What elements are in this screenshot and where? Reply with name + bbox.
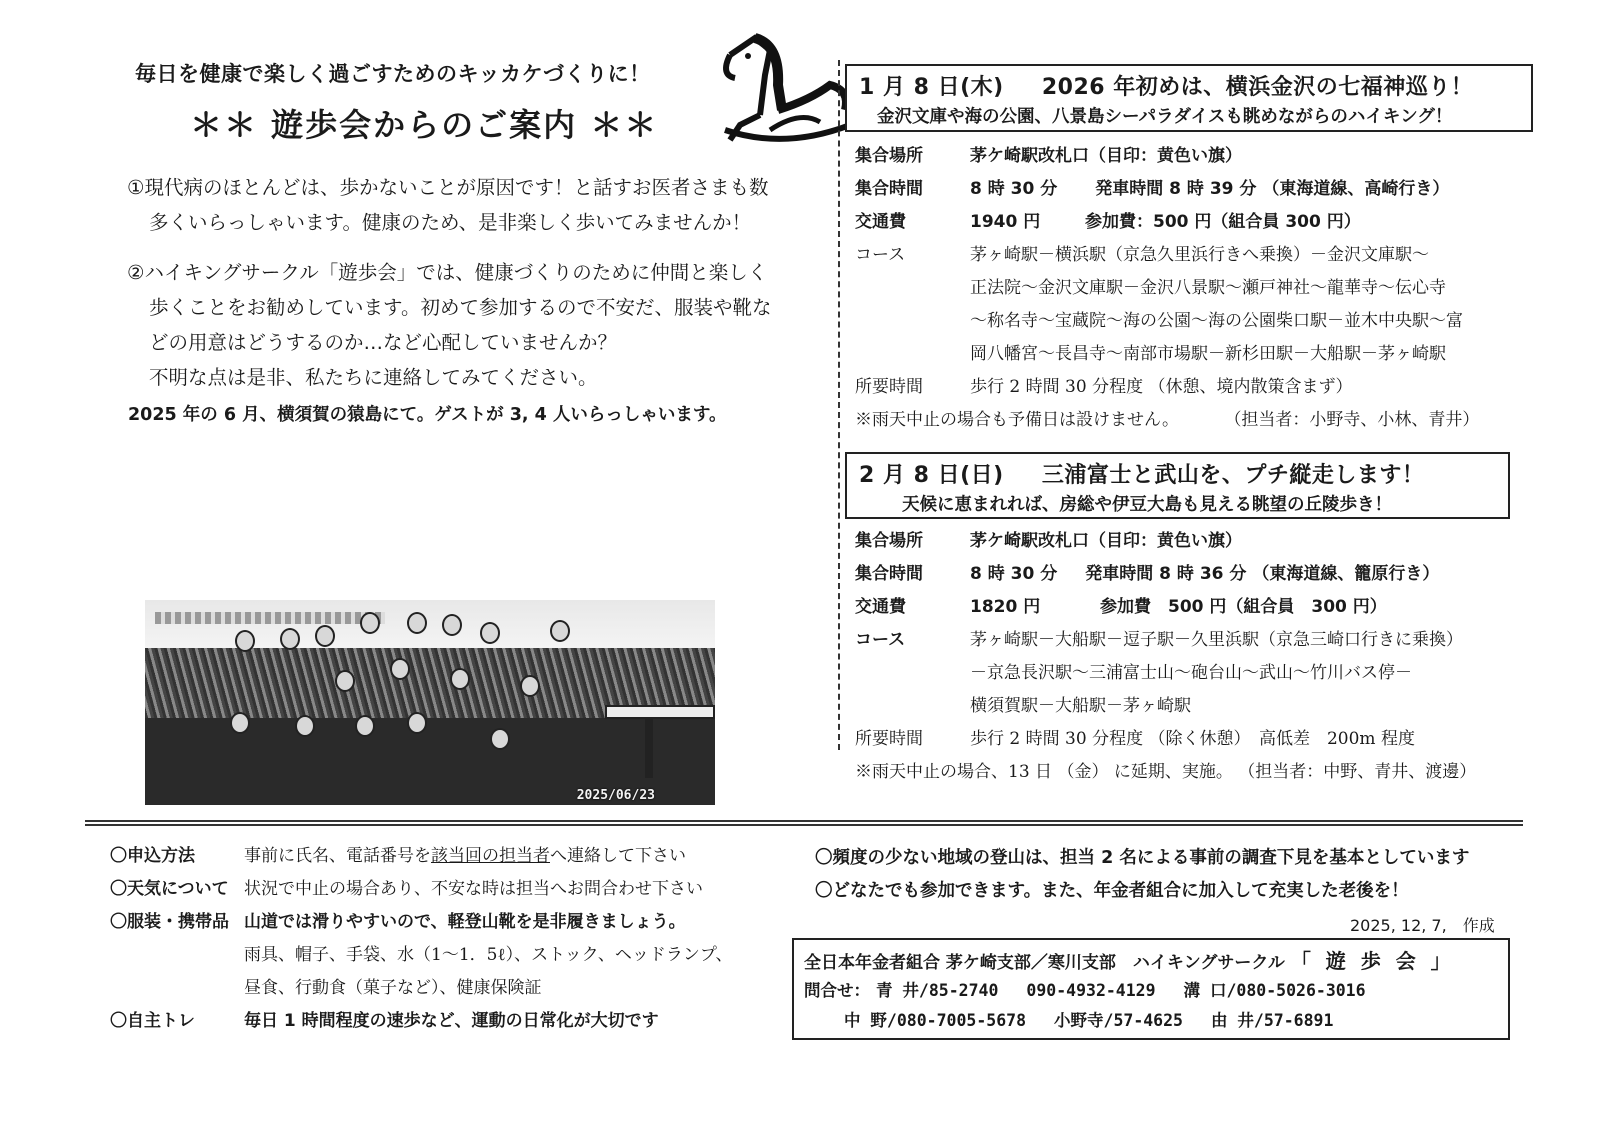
event1-staff: （担当者：小野寺、小林、青井） [1224, 410, 1480, 430]
event1-course-line: ～称名寺～宝蔵院～海の公園～海の公園柴口駅－並木中央駅～富 [970, 311, 1463, 331]
survey-note: 〇頻度の少ない地域の登山は、担当 2 名による事前の調査下見を基本としています [815, 848, 1470, 868]
event1-departure: 発車時間 8 時 39 分 （東海道線、高崎行き） [1095, 179, 1450, 199]
event1-details: 集合場所 茅ケ崎駅改札口（目印：黄色い旗） 集合時間 8 時 30 分 発車時間 8 時 39 分 （東海道線、高崎行き） 交通費 1940 円 参加費：500 円（組合員 300 円） コース 茅ヶ崎駅－横浜駅（京急久里浜行きへ乗換）－金沢文庫駅～ 正法院～金沢文庫駅－金沢八景駅～瀬戸神社～龍華寺～伝心寺 ～称名寺～宝蔵院～海の公園～海の公園柴口駅－並木中央駅～富 岡八幡宮～長昌寺～南部市場駅－新杉田駅－大船駅－茅ヶ崎駅 所要時間 歩行 2 時間 30 分程度 （休憩、境内散策含まず） ※雨天中止の場合も予備日は設けません。 （担当者：小野寺、小林、青井） [855, 140, 1479, 437]
event2-departure: 発車時間 8 時 36 分 （東海道線、籠原行き） [1085, 564, 1440, 584]
event2-meeting-time: 8 時 30 分 [970, 564, 1058, 584]
contact-entry: 溝 口/080-5026-3016 [1183, 981, 1366, 1000]
contact-box: 全日本年金者組合 茅ケ崎支部／寒川支部 ハイキングサークル 「 遊 歩 会 」 問合せ： 青 井/85-2740 090-4932-4129 溝 口/080-5026-3016 中 野/080-7005-5678 小野寺/57-4625 由 井/57-6891 [792, 938, 1510, 1040]
event2-header-box [845, 452, 1510, 519]
contact-entry: 090-4932-4129 [1026, 981, 1156, 1000]
event2-course-line: 横須賀駅－大船駅－茅ヶ崎駅 [970, 696, 1191, 716]
notes-left: 〇申込方法 事前に氏名、電話番号を該当回の担当者へ連絡して下さい 〇天気について 状況で中止の場合あり、不安な時は担当へお問合わせ下さい 〇服装・携帯品 山道では滑りやすいので、軽登山靴を是非履きましょう。 雨具、帽子、手袋、水（1～1．5ℓ）、ストック、ヘッドランプ、 昼食、行動食（菓子など）、健康保険証 〇自主トレ 毎日 1 時間程度の速歩など、運動の日常化が大切です [110, 840, 733, 1038]
event2-course-line: －京急長沢駅～三浦富士山～砲台山～武山～竹川バス停－ [970, 663, 1412, 683]
column-divider [838, 60, 840, 750]
group-photo [145, 600, 715, 805]
event2-duration: 歩行 2 時間 30 分程度 （除く休憩） 高低差 200m 程度 [970, 729, 1415, 749]
training-note: 毎日 1 時間程度の速歩など、運動の日常化が大切です [244, 1011, 659, 1031]
event1-duration: 歩行 2 時間 30 分程度 （休憩、境内散策含まず） [970, 377, 1353, 397]
created-date: 2025, 12, 7, 作成 [1350, 916, 1495, 935]
event1-fare: 1940 円 [970, 212, 1041, 232]
gear-list: 雨具、帽子、手袋、水（1～1．5ℓ）、ストック、ヘッドランプ、 [244, 945, 733, 965]
circle-name: 「 遊 歩 会 」 [1290, 949, 1455, 973]
event2-details: 集合場所 茅ケ崎駅改札口（目印：黄色い旗） 集合時間 8 時 30 分 発車時間 8 時 36 分 （東海道線、籠原行き） 交通費 1820 円 参加費 500 円（組合員 300 円） コース 茅ヶ崎駅－大船駅－逗子駅－久里浜駅（京急三崎口行きに乗換） －京急長沢駅～三浦富士山～砲台山～武山～竹川バス停－ 横須賀駅－大船駅－茅ヶ崎駅 所要時間 歩行 2 時間 30 分程度 （除く休憩） 高低差 200m 程度 ※雨天中止の場合、13 日 （金） に延期、実施。 （担当者：中野、青井、渡邊） [855, 525, 1476, 789]
page-title: ＊＊ 遊歩会からのご案内 ＊＊ [190, 106, 659, 144]
event2-fare: 1820 円 [970, 597, 1041, 617]
event2-rain-note: ※雨天中止の場合、13 日 （金） に延期、実施。 [855, 762, 1233, 782]
event2-subtitle: 天候に恵まれれば、房総や伊豆大島も見える眺望の丘陵歩き！ [902, 495, 1392, 515]
contact-entry: 由 井/57-6891 [1211, 1011, 1334, 1030]
gear-list: 昼食、行動食（菓子など）、健康保険証 [244, 978, 542, 998]
event2-date: 2 月 8 日(日) [859, 463, 1004, 488]
event1-header-box [845, 64, 1533, 132]
event1-title: 2026 年初めは、横浜金沢の七福神巡り！ [1041, 75, 1474, 100]
tagline: 毎日を健康で楽しく過ごすためのキッカケづくりに！ [135, 62, 651, 86]
event1-date: 1 月 8 日(木) [859, 75, 1004, 100]
section-divider [85, 820, 1523, 826]
event2-course-line: 茅ヶ崎駅－大船駅－逗子駅－久里浜駅（京急三崎口行きに乗換） [970, 630, 1463, 650]
event2-title: 三浦富士と武山を、プチ縦走します！ [1041, 463, 1425, 488]
event1-meeting-time: 8 時 30 分 [970, 179, 1058, 199]
contact-entry: 小野寺/57-4625 [1054, 1011, 1183, 1030]
event1-course-line: 岡八幡宮～長昌寺～南部市場駅－新杉田駅－大船駅－茅ヶ崎駅 [970, 344, 1446, 364]
weather-note: 状況で中止の場合あり、不安な時は担当へお問合わせ下さい [244, 879, 703, 899]
organization-name: 全日本年金者組合 茅ケ崎支部／寒川支部 ハイキングサークル [804, 953, 1285, 973]
gear-note: 山道では滑りやすいので、軽登山靴を是非履きましょう。 [244, 912, 686, 932]
membership-note: 〇どなたでも参加できます。また、年金者組合に加入して充実した老後を！ [815, 881, 1409, 901]
event1-rain-note: ※雨天中止の場合も予備日は設けません。 [855, 410, 1180, 430]
contact-entry: 青 井/85-2740 [876, 981, 999, 1000]
intro-paragraph-2: ②ハイキングサークル「遊歩会」では、健康づくりのために仲間と楽しく 歩くことをお勧めしています。初めて参加するので不安だ、服装や靴な どの用意はどうするのか…など心配していませんか？ 不明な点は是非、私たちに連絡してみてください。 [127, 261, 772, 389]
event2-fee: 参加費 500 円（組合員 300 円） [1100, 597, 1387, 617]
event1-fee: 参加費：500 円（組合員 300 円） [1085, 212, 1361, 232]
event2-staff: （担当者：中野、青井、渡邊） [1238, 762, 1477, 782]
notes-right [815, 842, 1469, 908]
event1-course-line: 正法院～金沢文庫駅－金沢八景駅～瀬戸神社～龍華寺～伝心寺 [970, 278, 1446, 298]
event1-subtitle: 金沢文庫や海の公園、八景島シーパラダイスも眺めながらのハイキング！ [877, 107, 1453, 127]
contact-entry: 中 野/080-7005-5678 [844, 1011, 1027, 1030]
event2-meeting-place: 茅ケ崎駅改札口（目印：黄色い旗） [970, 531, 1242, 551]
event1-meeting-place: 茅ケ崎駅改札口（目印：黄色い旗） [970, 146, 1242, 166]
intro-paragraph-1: ①現代病のほとんどは、歩かないことが原因です！と話すお医者さまも数 多くいらっしゃいます。健康のため、是非楽しく歩いてみませんか！ [127, 176, 769, 234]
apply-method: 事前に氏名、電話番号を該当回の担当者へ連絡して下さい [244, 846, 686, 866]
photo-date-stamp: 2025/06/23 [576, 788, 655, 803]
photo-caption: 2025 年の 6 月、横須賀の猿島にて。ゲストが 3, 4 人いらっしゃいます。 [128, 405, 727, 425]
event1-course-line: 茅ヶ崎駅－横浜駅（京急久里浜行きへ乗換）－金沢文庫駅～ [970, 245, 1429, 265]
